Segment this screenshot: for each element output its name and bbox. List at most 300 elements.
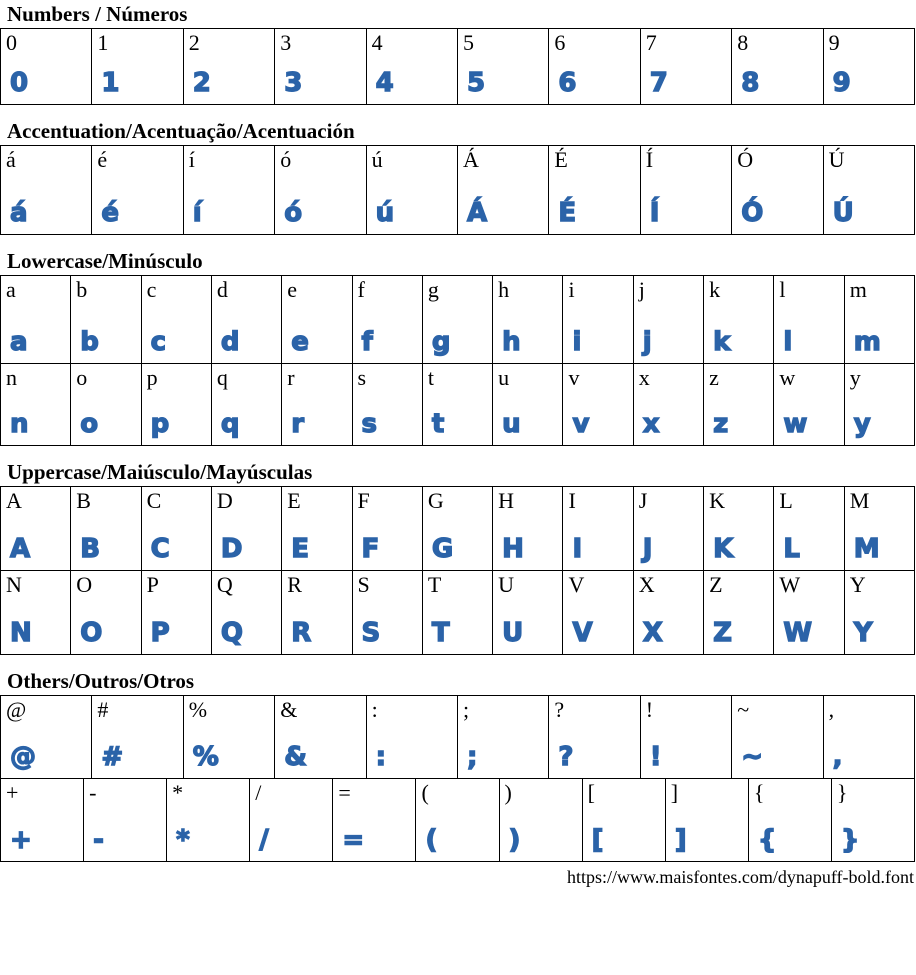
- uppercase-cell-0-0: [1, 487, 71, 570]
- reference-char: 8: [737, 30, 749, 55]
- reference-char: l: [779, 277, 786, 302]
- dynapuff-glyph: %: [192, 742, 220, 772]
- uppercase-cell-1-3: [212, 571, 282, 654]
- lowercase-cell-0-0: [1, 276, 71, 363]
- dynapuff-glyph: 4: [375, 68, 395, 98]
- dynapuff-glyph: r: [291, 409, 306, 439]
- dynapuff-glyph: M: [853, 534, 881, 564]
- dynapuff-glyph: Z: [713, 618, 733, 648]
- reference-char: *: [172, 780, 184, 805]
- reference-char: ): [504, 780, 512, 805]
- lowercase-cell-1-2: [142, 364, 212, 445]
- dynapuff-glyph: É: [558, 198, 578, 228]
- dynapuff-glyph: ,: [832, 742, 844, 772]
- reference-char: 5: [463, 30, 474, 55]
- lowercase-cell-1-1: [71, 364, 141, 445]
- dynapuff-glyph: i: [572, 327, 583, 357]
- reference-char: R: [287, 572, 302, 597]
- reference-char: Ó: [737, 147, 754, 172]
- reference-char: #: [97, 697, 109, 722]
- reference-char: n: [6, 365, 17, 390]
- uppercase-cell-0-5: [353, 487, 423, 570]
- dynapuff-glyph: [: [591, 825, 605, 855]
- uppercase-cell-1-8: [563, 571, 633, 654]
- reference-char: {: [753, 780, 765, 805]
- dynapuff-glyph: ú: [375, 198, 396, 228]
- dynapuff-glyph: g: [431, 327, 452, 357]
- others-table: [0, 695, 915, 862]
- reference-char: p: [146, 365, 158, 390]
- dynapuff-glyph: 5: [467, 68, 487, 98]
- others-cell-0-2: [184, 696, 275, 778]
- reference-char: á: [6, 147, 16, 172]
- dynapuff-glyph: T: [431, 618, 451, 648]
- uppercase-row-0: [1, 486, 915, 570]
- uppercase-cell-1-5: [353, 571, 423, 654]
- reference-char: e: [287, 277, 297, 302]
- others-cell-1-10: [832, 779, 915, 861]
- uppercase-cell-1-10: [704, 571, 774, 654]
- dynapuff-glyph: ó: [284, 198, 304, 228]
- others-cell-1-9: [749, 779, 832, 861]
- others-cell-1-8: [666, 779, 749, 861]
- reference-char: @: [6, 697, 27, 722]
- dynapuff-glyph: y: [853, 409, 872, 439]
- dynapuff-glyph: C: [150, 534, 171, 564]
- reference-char: i: [568, 277, 575, 302]
- reference-char: 0: [6, 30, 17, 55]
- reference-char: ~: [737, 697, 750, 722]
- numbers-cell-0-8: [732, 29, 823, 104]
- lowercase-cell-1-4: [282, 364, 352, 445]
- reference-char: J: [638, 488, 648, 513]
- dynapuff-glyph: p: [150, 409, 171, 439]
- reference-char: x: [638, 365, 650, 390]
- accentuation-cell-0-8: [732, 146, 823, 234]
- uppercase-cell-1-11: [774, 571, 844, 654]
- section-title-lowercase: Lowercase/Minúsculo: [7, 249, 203, 273]
- others-cell-1-7: [583, 779, 666, 861]
- others-cell-1-5: [416, 779, 499, 861]
- dynapuff-glyph: 3: [284, 68, 304, 98]
- uppercase-cell-1-2: [142, 571, 212, 654]
- lowercase-row-1: [1, 363, 915, 445]
- dynapuff-glyph: Ó: [741, 198, 765, 228]
- others-cell-1-3: [250, 779, 333, 861]
- accentuation-cell-0-4: [367, 146, 458, 234]
- dynapuff-glyph: w: [783, 409, 809, 439]
- reference-char: 2: [188, 30, 200, 55]
- reference-char: +: [6, 780, 19, 805]
- dynapuff-glyph: O: [80, 618, 104, 648]
- others-cell-0-4: [367, 696, 458, 778]
- accentuation-cell-0-0: [1, 146, 92, 234]
- dynapuff-glyph: ~: [741, 742, 764, 772]
- dynapuff-glyph: z: [713, 409, 730, 439]
- reference-char: P: [146, 572, 159, 597]
- lowercase-table: [0, 275, 915, 446]
- reference-char: j: [638, 277, 645, 302]
- lowercase-cell-0-11: [774, 276, 844, 363]
- reference-char: r: [287, 365, 295, 390]
- lowercase-cell-1-9: [634, 364, 704, 445]
- reference-char: T: [427, 572, 442, 597]
- reference-char: ?: [554, 697, 565, 722]
- uppercase-cell-0-10: [704, 487, 774, 570]
- dynapuff-glyph: Á: [467, 198, 489, 228]
- dynapuff-glyph: ): [508, 825, 522, 855]
- reference-char: L: [779, 488, 793, 513]
- lowercase-cell-1-0: [1, 364, 71, 445]
- lowercase-cell-0-12: [845, 276, 915, 363]
- section-title-uppercase: Uppercase/Maiúsculo/Mayúsculas: [7, 460, 313, 484]
- lowercase-cell-1-10: [704, 364, 774, 445]
- reference-char: Í: [645, 147, 654, 172]
- dynapuff-glyph: H: [502, 534, 525, 564]
- reference-char: I: [568, 488, 576, 513]
- reference-char: -: [89, 780, 97, 805]
- reference-char: v: [568, 365, 580, 390]
- others-row-0: [1, 695, 915, 778]
- reference-char: 4: [371, 30, 383, 55]
- others-cell-0-1: [92, 696, 183, 778]
- reference-char: m: [849, 277, 867, 302]
- lowercase-cell-0-4: [282, 276, 352, 363]
- reference-char: ,: [828, 697, 835, 722]
- dynapuff-glyph: I: [572, 534, 584, 564]
- uppercase-cell-0-6: [423, 487, 493, 570]
- dynapuff-glyph: q: [220, 409, 241, 439]
- reference-char: y: [849, 365, 861, 390]
- footer-url[interactable]: https://www.maisfontes.com/dynapuff-bold.font: [567, 867, 914, 887]
- dynapuff-glyph: !: [649, 742, 663, 772]
- uppercase-cell-1-7: [493, 571, 563, 654]
- uppercase-table: [0, 486, 915, 655]
- numbers-row-0: [1, 28, 915, 104]
- lowercase-cell-0-10: [704, 276, 774, 363]
- lowercase-cell-0-5: [353, 276, 423, 363]
- dynapuff-glyph: t: [431, 409, 446, 439]
- reference-char: [: [587, 780, 595, 805]
- reference-char: 3: [280, 30, 292, 55]
- dynapuff-glyph: á: [10, 198, 29, 228]
- reference-char: V: [568, 572, 585, 597]
- dynapuff-glyph: P: [150, 618, 171, 648]
- dynapuff-glyph: K: [713, 534, 735, 564]
- dynapuff-glyph: Y: [853, 618, 874, 648]
- lowercase-cell-1-8: [563, 364, 633, 445]
- section-numbers: [0, 0, 916, 105]
- numbers-cell-0-5: [458, 29, 549, 104]
- reference-char: ]: [670, 780, 679, 805]
- lowercase-cell-1-6: [423, 364, 493, 445]
- dynapuff-glyph: #: [101, 742, 125, 772]
- numbers-cell-0-3: [275, 29, 366, 104]
- reference-char: E: [287, 488, 301, 513]
- dynapuff-glyph: }: [840, 825, 861, 855]
- dynapuff-glyph: F: [361, 534, 381, 564]
- uppercase-cell-1-6: [423, 571, 493, 654]
- lowercase-cell-0-9: [634, 276, 704, 363]
- accentuation-cell-0-6: [549, 146, 640, 234]
- others-cell-1-0: [1, 779, 84, 861]
- dynapuff-glyph: a: [10, 327, 29, 357]
- section-lowercase: [0, 247, 916, 446]
- lowercase-cell-0-2: [142, 276, 212, 363]
- uppercase-cell-0-8: [563, 487, 633, 570]
- numbers-cell-0-4: [367, 29, 458, 104]
- dynapuff-glyph: x: [642, 409, 661, 439]
- lowercase-cell-0-7: [493, 276, 563, 363]
- lowercase-cell-0-1: [71, 276, 141, 363]
- reference-char: é: [97, 147, 108, 172]
- dynapuff-glyph: n: [10, 409, 30, 439]
- lowercase-cell-1-3: [212, 364, 282, 445]
- dynapuff-glyph: o: [80, 409, 100, 439]
- dynapuff-glyph: X: [642, 618, 664, 648]
- reference-char: w: [779, 365, 796, 390]
- section-uppercase: [0, 458, 916, 655]
- dynapuff-glyph: 0: [10, 68, 30, 98]
- reference-char: ú: [371, 147, 383, 172]
- dynapuff-glyph: &: [284, 742, 308, 772]
- reference-char: (: [421, 780, 429, 805]
- accentuation-row-0: [1, 145, 915, 234]
- accentuation-cell-0-3: [275, 146, 366, 234]
- dynapuff-glyph: é: [101, 198, 121, 228]
- dynapuff-glyph: :: [375, 742, 387, 772]
- dynapuff-glyph: J: [642, 534, 654, 564]
- lowercase-cell-1-12: [845, 364, 915, 445]
- others-cell-0-9: [824, 696, 915, 778]
- accentuation-cell-0-5: [458, 146, 549, 234]
- lowercase-cell-1-11: [774, 364, 844, 445]
- reference-char: b: [76, 277, 88, 302]
- reference-char: É: [554, 147, 568, 172]
- reference-char: W: [779, 572, 801, 597]
- others-cell-0-5: [458, 696, 549, 778]
- lowercase-cell-1-5: [353, 364, 423, 445]
- dynapuff-glyph: Ú: [832, 198, 855, 228]
- uppercase-cell-1-0: [1, 571, 71, 654]
- dynapuff-glyph: k: [713, 327, 732, 357]
- reference-char: /: [255, 780, 262, 805]
- reference-char: u: [498, 365, 510, 390]
- accentuation-cell-0-7: [641, 146, 732, 234]
- uppercase-cell-0-1: [71, 487, 141, 570]
- dynapuff-glyph: c: [150, 327, 168, 357]
- dynapuff-glyph: V: [572, 618, 594, 648]
- reference-char: s: [357, 365, 367, 390]
- dynapuff-glyph: E: [291, 534, 310, 564]
- reference-char: q: [216, 365, 228, 390]
- dynapuff-glyph: (: [425, 825, 439, 855]
- reference-char: 9: [828, 30, 840, 55]
- reference-char: z: [709, 365, 719, 390]
- reference-char: :: [371, 697, 378, 722]
- dynapuff-glyph: *: [176, 825, 191, 855]
- others-cell-1-2: [167, 779, 250, 861]
- accentuation-table: [0, 145, 915, 235]
- others-cell-1-1: [84, 779, 167, 861]
- dynapuff-glyph: v: [572, 409, 591, 439]
- dynapuff-glyph: N: [10, 618, 33, 648]
- dynapuff-glyph: l: [783, 327, 794, 357]
- reference-char: A: [6, 488, 22, 513]
- numbers-cell-0-0: [1, 29, 92, 104]
- reference-char: 1: [97, 30, 109, 55]
- reference-char: Q: [216, 572, 233, 597]
- reference-char: F: [357, 488, 370, 513]
- dynapuff-glyph: {: [757, 825, 778, 855]
- dynapuff-glyph: s: [361, 409, 379, 439]
- dynapuff-glyph: d: [220, 327, 241, 357]
- dynapuff-glyph: j: [642, 327, 653, 357]
- dynapuff-glyph: R: [291, 618, 313, 648]
- reference-char: 6: [554, 30, 566, 55]
- section-title-others: Others/Outros/Otros: [7, 669, 195, 693]
- dynapuff-glyph: ;: [467, 742, 479, 772]
- others-cell-0-0: [1, 696, 92, 778]
- reference-char: D: [216, 488, 233, 513]
- dynapuff-glyph: ]: [674, 825, 688, 855]
- reference-char: U: [498, 572, 515, 597]
- dynapuff-glyph: Q: [220, 618, 245, 648]
- uppercase-cell-0-4: [282, 487, 352, 570]
- reference-char: g: [427, 277, 439, 302]
- reference-char: M: [849, 488, 870, 513]
- numbers-table: [0, 28, 915, 105]
- reference-char: &: [280, 697, 298, 722]
- section-title-accentuation: Accentuation/Acentuação/Acentuación: [7, 119, 355, 143]
- reference-char: Z: [709, 572, 723, 597]
- others-cell-1-4: [333, 779, 416, 861]
- uppercase-cell-0-7: [493, 487, 563, 570]
- dynapuff-glyph: h: [502, 327, 522, 357]
- lowercase-cell-0-6: [423, 276, 493, 363]
- dynapuff-glyph: U: [502, 618, 525, 648]
- uppercase-cell-1-1: [71, 571, 141, 654]
- dynapuff-glyph: A: [10, 534, 32, 564]
- reference-char: S: [357, 572, 370, 597]
- numbers-cell-0-6: [549, 29, 640, 104]
- reference-char: Ú: [828, 147, 845, 172]
- reference-char: C: [146, 488, 162, 513]
- dynapuff-glyph: 7: [649, 68, 669, 98]
- dynapuff-glyph: S: [361, 618, 382, 648]
- dynapuff-glyph: B: [80, 534, 102, 564]
- others-cell-0-7: [641, 696, 732, 778]
- lowercase-cell-0-8: [563, 276, 633, 363]
- reference-char: O: [76, 572, 93, 597]
- reference-char: ;: [463, 697, 470, 722]
- dynapuff-glyph: 2: [192, 68, 212, 98]
- lowercase-cell-1-7: [493, 364, 563, 445]
- dynapuff-glyph: D: [220, 534, 244, 564]
- uppercase-cell-0-2: [142, 487, 212, 570]
- dynapuff-glyph: =: [342, 825, 366, 855]
- lowercase-row-0: [1, 275, 915, 363]
- numbers-cell-0-1: [92, 29, 183, 104]
- reference-char: X: [638, 572, 655, 597]
- others-cell-1-6: [500, 779, 583, 861]
- uppercase-cell-0-11: [774, 487, 844, 570]
- uppercase-cell-0-3: [212, 487, 282, 570]
- reference-char: K: [709, 488, 725, 513]
- dynapuff-glyph: W: [783, 618, 814, 648]
- section-title-numbers: Numbers / Números: [7, 2, 188, 26]
- others-row-1: [1, 778, 915, 861]
- dynapuff-glyph: u: [502, 409, 522, 439]
- dynapuff-glyph: 9: [832, 68, 852, 98]
- reference-char: N: [6, 572, 22, 597]
- uppercase-cell-1-9: [634, 571, 704, 654]
- accentuation-cell-0-2: [184, 146, 275, 234]
- reference-char: ó: [280, 147, 292, 172]
- dynapuff-glyph: +: [10, 825, 33, 855]
- dynapuff-glyph: e: [291, 327, 310, 357]
- others-cell-0-3: [275, 696, 366, 778]
- dynapuff-glyph: G: [431, 534, 455, 564]
- accentuation-cell-0-1: [92, 146, 183, 234]
- uppercase-cell-0-12: [845, 487, 915, 570]
- dynapuff-glyph: m: [853, 327, 882, 357]
- reference-char: h: [498, 277, 510, 302]
- dynapuff-glyph: f: [361, 327, 374, 357]
- dynapuff-glyph: 8: [741, 68, 761, 98]
- reference-char: H: [498, 488, 515, 513]
- accentuation-cell-0-9: [824, 146, 915, 234]
- reference-char: Y: [849, 572, 866, 597]
- reference-char: f: [357, 277, 365, 302]
- dynapuff-glyph: Í: [649, 198, 661, 228]
- numbers-cell-0-9: [824, 29, 915, 104]
- section-accentuation: [0, 117, 916, 235]
- reference-char: a: [6, 277, 16, 302]
- reference-char: =: [338, 780, 351, 805]
- reference-char: o: [76, 365, 88, 390]
- reference-char: G: [427, 488, 444, 513]
- dynapuff-glyph: 6: [558, 68, 578, 98]
- lowercase-cell-0-3: [212, 276, 282, 363]
- dynapuff-glyph: í: [192, 198, 203, 228]
- numbers-cell-0-2: [184, 29, 275, 104]
- reference-char: í: [188, 147, 195, 172]
- dynapuff-glyph: -: [93, 825, 105, 855]
- numbers-cell-0-7: [641, 29, 732, 104]
- dynapuff-glyph: L: [783, 534, 801, 564]
- reference-char: d: [216, 277, 228, 302]
- reference-char: }: [836, 780, 848, 805]
- dynapuff-glyph: b: [80, 327, 100, 357]
- reference-char: k: [709, 277, 721, 302]
- dynapuff-glyph: /: [259, 825, 270, 855]
- others-cell-0-8: [732, 696, 823, 778]
- dynapuff-glyph: 1: [101, 68, 121, 98]
- reference-char: 7: [645, 30, 657, 55]
- dynapuff-glyph: @: [10, 742, 37, 772]
- reference-char: !: [645, 697, 654, 722]
- uppercase-row-1: [1, 570, 915, 654]
- uppercase-cell-1-4: [282, 571, 352, 654]
- reference-char: c: [146, 277, 157, 302]
- uppercase-cell-1-12: [845, 571, 915, 654]
- uppercase-cell-0-9: [634, 487, 704, 570]
- reference-char: t: [427, 365, 434, 390]
- others-cell-0-6: [549, 696, 640, 778]
- reference-char: %: [188, 697, 208, 722]
- reference-char: B: [76, 488, 91, 513]
